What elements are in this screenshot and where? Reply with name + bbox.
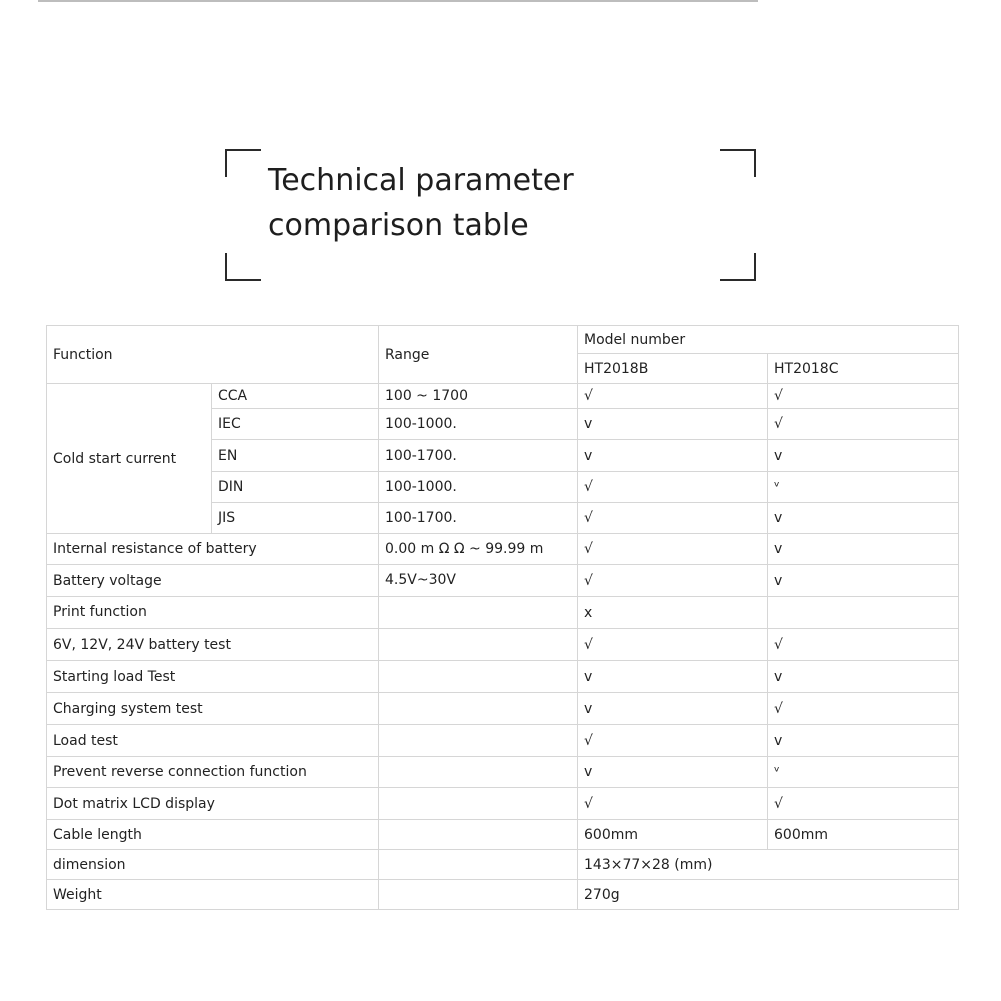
range-cell: 100-1000. <box>379 409 578 440</box>
function-cell: Battery voltage <box>47 565 379 597</box>
header-model-c: HT2018C <box>768 354 959 384</box>
header-range: Range <box>379 326 578 384</box>
range-cell: 100-1700. <box>379 440 578 472</box>
table-header-row <box>47 326 959 354</box>
page-title <box>268 158 708 248</box>
model-b-cell: √ <box>578 472 768 503</box>
model-c-cell: v <box>768 503 959 534</box>
model-c-cell: ᵛ <box>768 757 959 788</box>
function-cell: 6V, 12V, 24V battery test <box>47 629 379 661</box>
range-cell <box>379 880 578 910</box>
function-cell: Load test <box>47 725 379 757</box>
range-cell <box>379 629 578 661</box>
function-cell: Cable length <box>47 820 379 850</box>
table-row <box>47 534 959 565</box>
range-cell: 0.00 m Ω Ω ~ 99.99 m <box>379 534 578 565</box>
model-c-cell: v <box>768 440 959 472</box>
function-cell: Print function <box>47 597 379 629</box>
table-row <box>47 693 959 725</box>
comparison-table <box>46 325 959 910</box>
corner-bracket-top-right <box>720 149 756 177</box>
range-cell <box>379 850 578 880</box>
model-c-cell: √ <box>768 629 959 661</box>
table-row <box>47 757 959 788</box>
model-b-cell: √ <box>578 503 768 534</box>
model-c-cell: √ <box>768 409 959 440</box>
model-c-cell <box>768 597 959 629</box>
corner-bracket-bottom-left <box>225 253 261 281</box>
corner-bracket-top-left <box>225 149 261 177</box>
table-row <box>47 661 959 693</box>
function-cell: dimension <box>47 850 379 880</box>
model-c-cell: ᵛ <box>768 472 959 503</box>
top-divider-line <box>38 0 758 2</box>
model-b-cell: x <box>578 597 768 629</box>
function-cell: Prevent reverse connection function <box>47 757 379 788</box>
header-model-b: HT2018B <box>578 354 768 384</box>
model-b-cell: v <box>578 661 768 693</box>
model-c-cell: v <box>768 661 959 693</box>
model-b-cell: v <box>578 409 768 440</box>
model-c-cell: v <box>768 565 959 597</box>
range-cell <box>379 820 578 850</box>
model-c-cell: 600mm <box>768 820 959 850</box>
header-model-number: Model number <box>578 326 959 354</box>
standard-cell: IEC <box>212 409 379 440</box>
range-cell <box>379 597 578 629</box>
page-title-line-2: comparison table <box>268 208 529 243</box>
table-row <box>47 565 959 597</box>
function-cell: Internal resistance of battery <box>47 534 379 565</box>
range-cell <box>379 725 578 757</box>
cold-start-label: Cold start current <box>47 384 212 534</box>
standard-cell: DIN <box>212 472 379 503</box>
page-title-line-1: Technical parameter <box>268 163 574 198</box>
dimension-value: 143×77×28 (mm) <box>578 850 959 880</box>
range-cell <box>379 788 578 820</box>
standard-cell: CCA <box>212 384 379 409</box>
model-b-cell: √ <box>578 384 768 409</box>
range-cell: 100-1000. <box>379 472 578 503</box>
model-b-cell: √ <box>578 629 768 661</box>
function-cell: Starting load Test <box>47 661 379 693</box>
model-c-cell: √ <box>768 384 959 409</box>
table-row <box>47 597 959 629</box>
function-cell: Weight <box>47 880 379 910</box>
table-row <box>47 820 959 850</box>
model-b-cell: √ <box>578 725 768 757</box>
table-row <box>47 850 959 880</box>
header-function: Function <box>47 326 379 384</box>
weight-value: 270g <box>578 880 959 910</box>
table-row <box>47 880 959 910</box>
table-row <box>47 629 959 661</box>
model-c-cell: v <box>768 725 959 757</box>
standard-cell: JIS <box>212 503 379 534</box>
model-c-cell: √ <box>768 693 959 725</box>
range-cell <box>379 757 578 788</box>
model-b-cell: √ <box>578 534 768 565</box>
corner-bracket-bottom-right <box>720 253 756 281</box>
range-cell <box>379 661 578 693</box>
model-c-cell: v <box>768 534 959 565</box>
model-c-cell: √ <box>768 788 959 820</box>
range-cell <box>379 693 578 725</box>
model-b-cell: v <box>578 693 768 725</box>
model-b-cell: 600mm <box>578 820 768 850</box>
model-b-cell: v <box>578 757 768 788</box>
model-b-cell: v <box>578 440 768 472</box>
function-cell: Dot matrix LCD display <box>47 788 379 820</box>
standard-cell: EN <box>212 440 379 472</box>
table-row <box>47 384 959 409</box>
table-row <box>47 725 959 757</box>
range-cell: 100-1700. <box>379 503 578 534</box>
model-b-cell: √ <box>578 788 768 820</box>
function-cell: Charging system test <box>47 693 379 725</box>
range-cell: 4.5V~30V <box>379 565 578 597</box>
table-row <box>47 788 959 820</box>
range-cell: 100 ~ 1700 <box>379 384 578 409</box>
model-b-cell: √ <box>578 565 768 597</box>
